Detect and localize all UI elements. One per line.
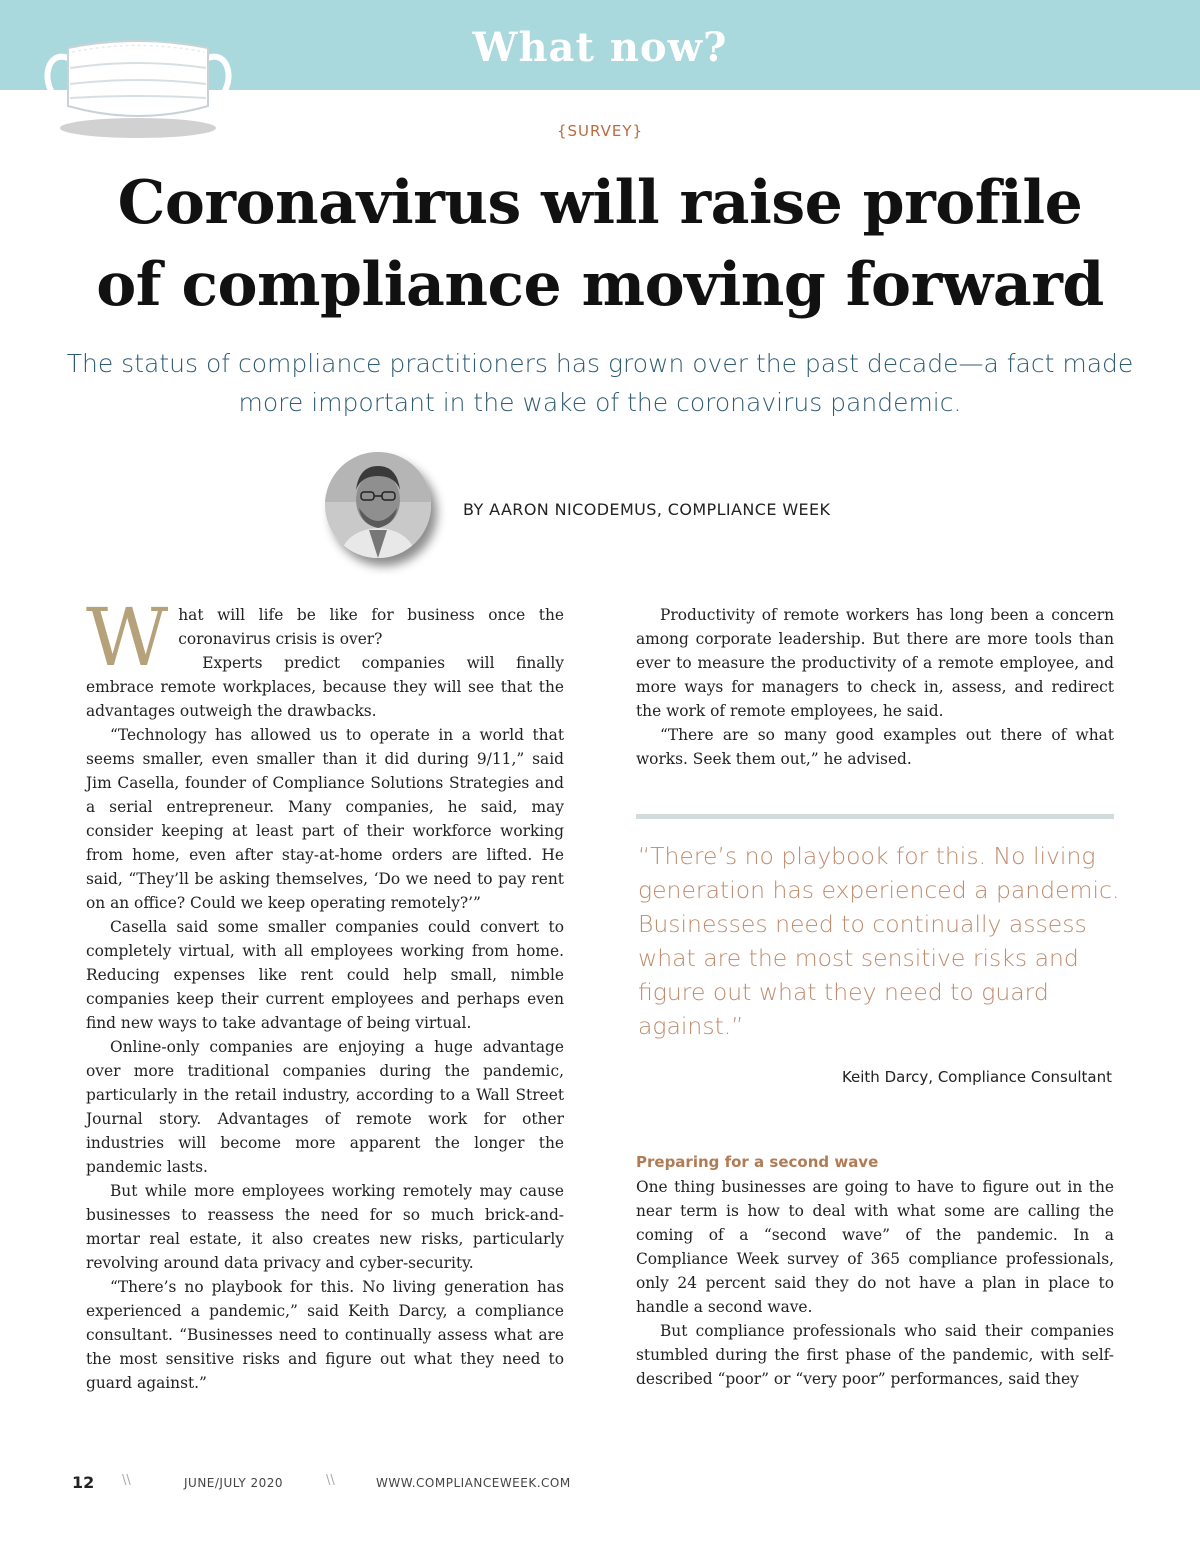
footer-separator: \\ (122, 1473, 131, 1488)
dek-subtitle: The status of compliance practitioners has grown over the past decade—a fact made more important in the wake of the coronavirus pandemic. (66, 349, 1134, 417)
article-paragraph: But while more employees working remotely may cause businesses to reassess the need for so much brick-and-mortar real estate, it also creates new risks, particularly revolving around data privacy and cyber-security. (86, 1182, 564, 1272)
article-paragraph: One thing businesses are going to have to figure out in the near term is how to deal with what some are calling the coming of a “second wave” of the pandemic. In a Compliance Week survey of 365 compliance professionals, only 24 percent said they do not have a plan in place to handle a second wave. (636, 1178, 1114, 1316)
article-paragraph: Productivity of remote workers has long been a concern among corporate leadership. But there are more tools than ever to measure the productivity of a remote employee, and more ways for managers to check in, assess, and redirect the work of remote employees, he said. (636, 606, 1114, 720)
left-article-column (86, 591, 564, 1395)
article-paragraph: But compliance professionals who said their companies stumbled during the first phase of the pandemic, with self-described “poor” or “very poor” performances, said they (636, 1322, 1114, 1388)
right-article-column-top (636, 603, 1114, 771)
headline (40, 162, 1160, 326)
author-photo (325, 452, 431, 558)
pullquote-divider (636, 814, 1114, 819)
article-paragraph: “There are so many good examples out there of what works. Seek them out,” he advised. (636, 726, 1114, 768)
pull-quote-attribution: Keith Darcy, Compliance Consultant (841, 1068, 1112, 1086)
banner-title: What now? (472, 24, 728, 71)
drop-cap: W (86, 591, 169, 684)
article-paragraph: Experts predict companies will finally embrace remote workplaces, because they will see that the advantages outweigh the drawbacks. (86, 654, 564, 720)
headline-line-1: Coronavirus will raise profile (117, 168, 1083, 238)
author-portrait-image (325, 452, 431, 558)
article-paragraph: hat will life be like for business once the coronavirus crisis is over? (178, 606, 564, 648)
issue-date: JUNE/JULY 2020 (184, 1476, 284, 1490)
byline: BY AARON NICODEMUS, COMPLIANCE WEEK (463, 500, 831, 519)
website-url: WWW.COMPLIANCEWEEK.COM (376, 1476, 571, 1490)
article-paragraph: “Technology has allowed us to operate in a world that seems smaller, even smaller than it did during 9/11,” said Jim Casella, founder of Compliance Solutions Strategies and a serial entrepreneur. Many companies, he said, may consider keeping at least part of their workforce working from home, even after stay-at-home orders are lifted. He said, “They’ll be asking themselves, ‘Do we need to pay rent on an office? Could we keep operating remotely?’” (86, 726, 564, 912)
article-paragraph: “There’s no playbook for this. No living generation has experienced a pandemic,” said Keith Darcy, a compliance consultant. “Businesses need to continually assess what are the most sensitive risks and figure out what they need to guard against.” (86, 1278, 564, 1392)
right-article-column-bottom (636, 1175, 1114, 1391)
section-kicker: {SURVEY} (556, 122, 644, 140)
pull-quote: “There’s no playbook for this. No living generation has experienced a pandemic. Businesses need to continually assess what are the most sensitive risks and figure out what they need to guard against.” (638, 842, 1120, 1040)
article-paragraph: Online-only companies are enjoying a huge advantage over more traditional companies during the pandemic, particularly in the retail industry, according to a Wall Street Journal story. Advantages of remote work for other industries will become more apparent the longer the pandemic lasts. (86, 1038, 564, 1176)
section-subhead: Preparing for a second wave (636, 1153, 879, 1171)
page-number: 12 (72, 1473, 95, 1492)
footer-separator: \\ (326, 1473, 335, 1488)
headline-line-2: of compliance moving forward (96, 250, 1104, 320)
article-paragraph: Casella said some smaller companies could convert to completely virtual, with all employees working from home. Reducing expenses like rent could help small, nimble companies keep their current employees and perhaps even find new ways to take advantage of being virtual. (86, 918, 564, 1032)
